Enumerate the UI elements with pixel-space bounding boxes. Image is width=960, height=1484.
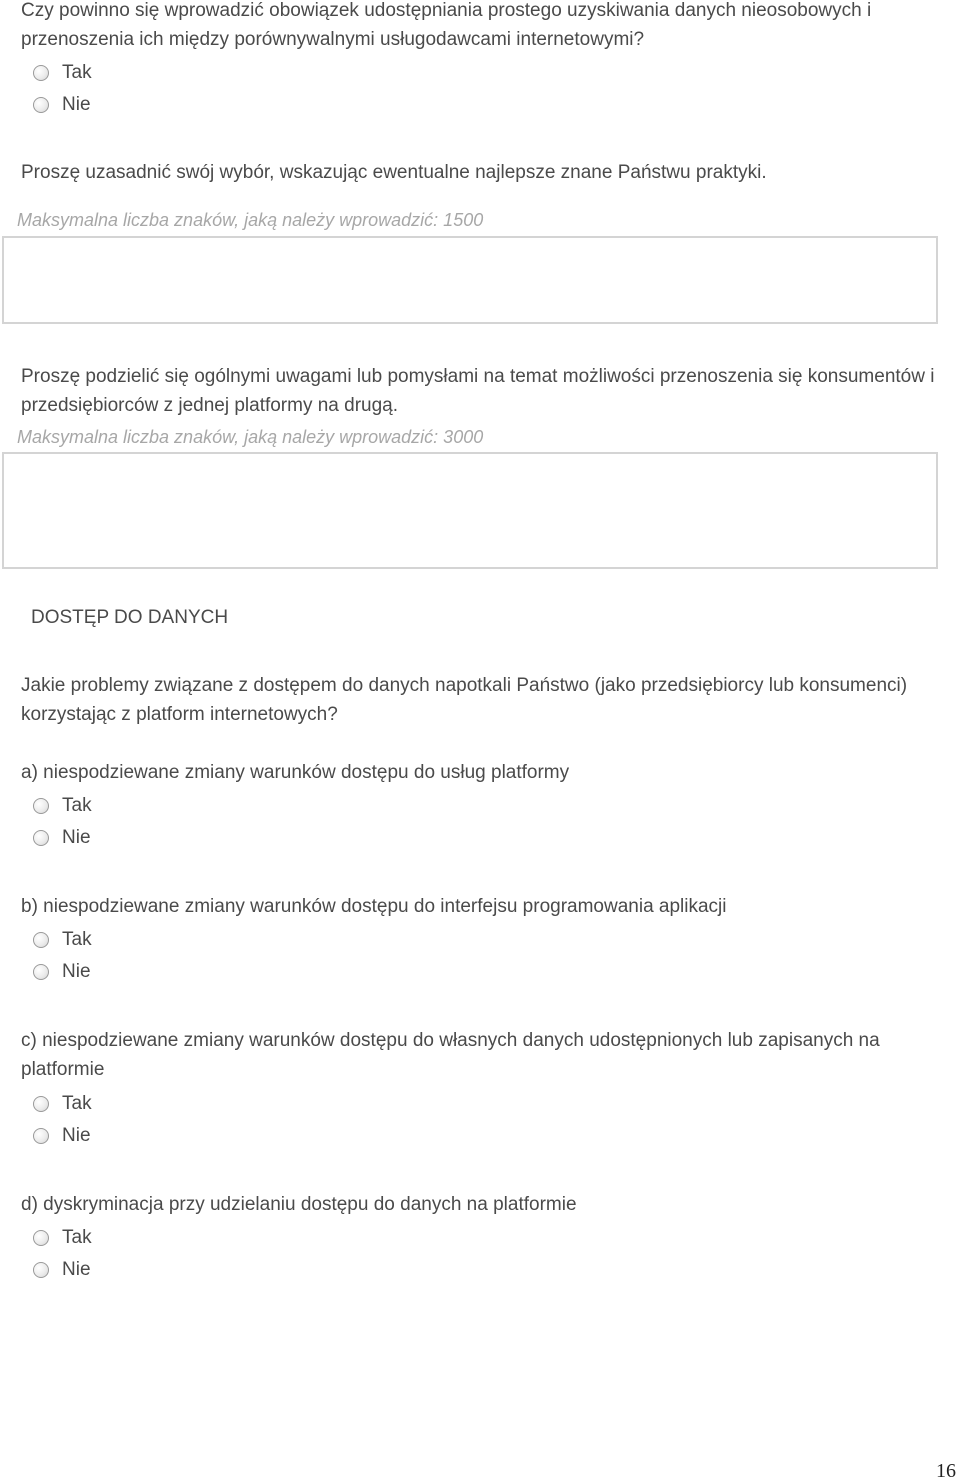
option-label: Tak: [62, 929, 92, 950]
radio-button[interactable]: [33, 964, 49, 980]
radio-button[interactable]: [33, 798, 49, 814]
char-limit-hint: Maksymalna liczba znaków, jaką należy wprowadzić: 3000: [17, 427, 484, 447]
option-tak[interactable]: [33, 795, 92, 817]
option-label: Nie: [62, 961, 91, 982]
question-portability-obligation: Czy powinno się wprowadzić obowiązek udostępniania prostego uzyskiwania danych nieosobowych i przenoszenia ich między porównywalnymi usługodawcami internetowymi?: [21, 0, 872, 50]
subquestion-d: d) dyskryminacja przy udzielaniu dostępu do danych na platformie: [21, 1194, 577, 1215]
radio-button[interactable]: [33, 830, 49, 846]
option-label: Tak: [62, 1093, 92, 1114]
option-label: Nie: [62, 94, 91, 115]
option-label: Nie: [62, 1259, 91, 1280]
option-tak[interactable]: [33, 1093, 92, 1115]
justify-textarea[interactable]: [2, 236, 938, 324]
option-nie[interactable]: [33, 94, 91, 116]
option-tak[interactable]: [33, 929, 92, 951]
question-justify-choice: Proszę uzasadnić swój wybór, wskazując ewentualne najlepsze znane Państwu praktyki.: [21, 162, 767, 183]
radio-button[interactable]: [33, 932, 49, 948]
option-label: Tak: [62, 62, 92, 83]
subquestion-b: b) niespodziewane zmiany warunków dostępu do interfejsu programowania aplikacji: [21, 896, 727, 917]
remarks-textarea[interactable]: [2, 452, 938, 569]
char-limit-hint: Maksymalna liczba znaków, jaką należy wprowadzić: 1500: [17, 210, 484, 230]
radio-button[interactable]: [33, 1230, 49, 1246]
radio-button[interactable]: [33, 1096, 49, 1112]
option-nie[interactable]: [33, 961, 91, 983]
option-label: Nie: [62, 827, 91, 848]
page-number: 16: [936, 1460, 956, 1482]
section-heading: DOSTĘP DO DANYCH: [31, 607, 229, 628]
option-nie[interactable]: [33, 1259, 91, 1281]
option-label: Nie: [62, 1125, 91, 1146]
option-label: Tak: [62, 795, 92, 816]
question-data-access-problems: Jakie problemy związane z dostępem do danych napotkali Państwo (jako przedsiębiorcy lub konsumenci) korzystając z platform internetowych?: [21, 675, 908, 725]
option-tak[interactable]: [33, 1227, 92, 1249]
radio-button[interactable]: [33, 65, 49, 81]
question-general-remarks: Proszę podzielić się ogólnymi uwagami lub pomysłami na temat możliwości przenoszenia się konsumentów i przedsiębiorców z jednej platformy na drugą.: [21, 366, 935, 416]
option-nie[interactable]: [33, 827, 91, 849]
radio-button[interactable]: [33, 1128, 49, 1144]
option-tak[interactable]: [33, 62, 92, 84]
radio-button[interactable]: [33, 97, 49, 113]
option-nie[interactable]: [33, 1125, 91, 1147]
subquestion-c: c) niespodziewane zmiany warunków dostępu do własnych danych udostępnionych lub zapisanych na platformie: [21, 1030, 880, 1080]
subquestion-a: a) niespodziewane zmiany warunków dostępu do usług platformy: [21, 762, 570, 783]
radio-button[interactable]: [33, 1262, 49, 1278]
option-label: Tak: [62, 1227, 92, 1248]
